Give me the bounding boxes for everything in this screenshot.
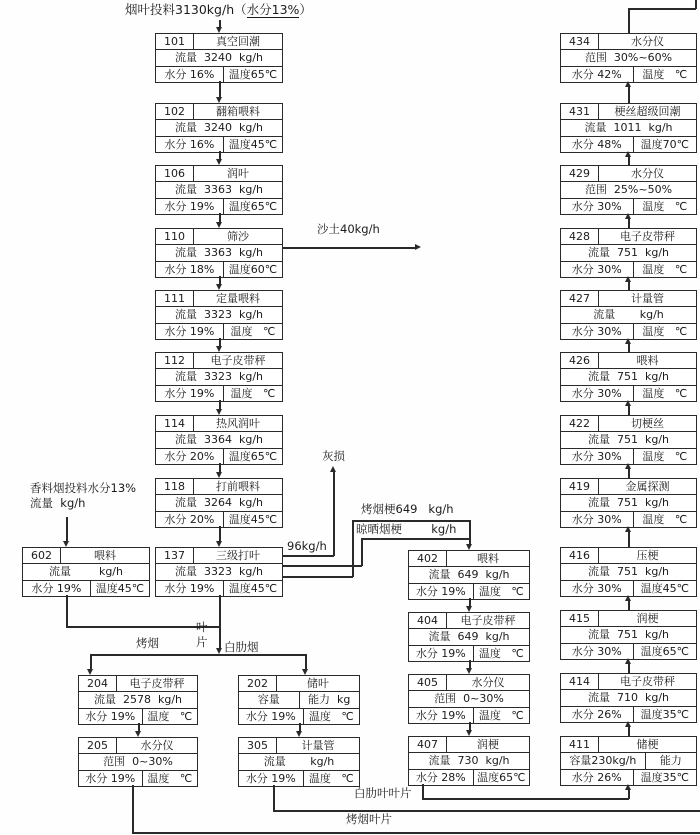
flow-line [628, 469, 630, 478]
flow-line [333, 472, 335, 556]
process-name: 计量管 [301, 739, 335, 753]
arrowhead-right [415, 244, 421, 250]
arrowhead-up [625, 784, 631, 790]
flow-value: 流量 751 kg/h [587, 565, 669, 579]
temperature-value: 温度45℃ [633, 581, 696, 596]
flow-line [273, 810, 700, 812]
burley-label: 白肋烟 [224, 640, 259, 654]
temperature-value: 温度 ℃ [223, 386, 282, 401]
arrowhead-down [216, 27, 222, 33]
capacity-value: 容量230kg/h [569, 754, 637, 768]
process-code: 415 [561, 611, 599, 626]
temperature-value: 温度 ℃ [633, 449, 696, 464]
process-name: 电子皮带秤 [129, 677, 185, 691]
flue-stem-label: 烤烟梗649 kg/h [361, 502, 454, 516]
process-code: 427 [561, 291, 599, 306]
range-value: 范围 25%~50% [584, 183, 673, 197]
flow-value: 流量 649 kg/h [428, 568, 510, 582]
process-name: 打前喂料 [216, 480, 260, 494]
moisture-value: 水分 19% [85, 709, 136, 723]
flow-line [628, 532, 630, 547]
moisture-value: 水分 19% [245, 709, 296, 723]
process-code: 111 [156, 291, 194, 306]
moisture-value: 水分 30% [571, 324, 622, 338]
process-name: 真空回潮 [216, 35, 260, 49]
sun-stem-label: 晾晒烟梗 kg/h [356, 522, 457, 536]
flow-line [90, 654, 92, 669]
process-code: 416 [561, 548, 599, 563]
arrowhead-up [330, 466, 336, 472]
process-code: 414 [561, 674, 599, 689]
flow-line [628, 790, 630, 799]
process-box-422 [560, 415, 697, 465]
process-box-106 [155, 165, 283, 215]
flow-value: 流量 3323 kg/h [174, 308, 263, 322]
flow-line [469, 520, 471, 544]
arrowhead-down [216, 409, 222, 415]
process-box-429 [560, 165, 697, 215]
flue-cured-label: 烤烟 [136, 636, 159, 650]
range-value: 范围 30%~60% [584, 51, 673, 65]
process-name: 润梗 [636, 612, 659, 626]
moisture-value: 水分 19% [245, 771, 296, 785]
moisture-value: 水分 30% [571, 199, 622, 213]
moisture-value: 水分 19% [164, 199, 215, 213]
flow-line [628, 157, 630, 165]
temperature-value: 温度 ℃ [633, 386, 696, 401]
moisture-value: 水分 16% [164, 67, 215, 81]
moisture-value: 水分 30% [571, 386, 622, 400]
moisture-value: 水分 19% [415, 646, 466, 660]
process-box-419 [560, 478, 697, 528]
temperature-value: 温度 ℃ [223, 324, 282, 339]
temperature-value: 温度 ℃ [303, 709, 359, 724]
temperature-value: 温度45℃ [223, 137, 282, 152]
flue-strip-label: 烤烟叶片 [346, 812, 392, 826]
arrowhead-down [302, 669, 308, 675]
arrowhead-down [466, 668, 472, 674]
process-box-431 [560, 103, 697, 153]
spice-input-label: 香料烟投料水分13% [30, 481, 137, 495]
temperature-value: 温度35℃ [633, 770, 696, 785]
flow-line [361, 538, 470, 540]
process-box-118 [155, 478, 283, 528]
flow-line [299, 723, 301, 731]
flow-line [283, 565, 362, 567]
flow-line [628, 344, 630, 352]
process-code: 419 [561, 479, 599, 494]
process-name: 梗丝超级回潮 [614, 105, 681, 119]
flow-value: 流量 649 kg/h [428, 630, 510, 644]
process-box-102 [155, 103, 283, 153]
temperature-value: 温度 ℃ [142, 771, 197, 786]
process-name: 水分仪 [471, 676, 505, 690]
arrowhead-down [466, 730, 472, 736]
flow-value: 流量 710 kg/h [587, 691, 669, 705]
process-name: 筛沙 [227, 230, 249, 244]
process-code: 431 [561, 104, 599, 119]
flow-value: 流量 3363 kg/h [174, 246, 263, 260]
temperature-value: 温度45℃ [90, 581, 149, 596]
moisture-value: 水分 30% [571, 512, 622, 526]
process-name: 热风润叶 [216, 417, 260, 431]
arrowhead-down [135, 731, 141, 737]
process-code: 426 [561, 353, 599, 368]
process-box-405 [408, 674, 530, 724]
flow-value: 流量 3364 kg/h [174, 433, 263, 447]
flow-line [422, 784, 424, 798]
temperature-value: 温度65℃ [633, 644, 696, 659]
process-name: 电子皮带秤 [460, 614, 516, 628]
flow-line [305, 654, 307, 669]
input-note [125, 3, 312, 17]
flow-value: 流量 3264 kg/h [174, 496, 263, 510]
process-name: 喂料 [94, 549, 116, 563]
temperature-value: 温度 ℃ [473, 646, 529, 661]
process-name: 切梗丝 [631, 417, 664, 431]
moisture-value: 水分 20% [164, 512, 215, 526]
flow-line [132, 785, 134, 832]
temperature-value: 温度65℃ [473, 770, 529, 785]
temperature-value: 温度65℃ [223, 199, 282, 214]
moisture-value: 水分 19% [164, 386, 215, 400]
temperature-value: 温度65℃ [223, 449, 282, 464]
moisture-value: 水分 30% [571, 449, 622, 463]
flow-line [628, 406, 630, 415]
temperature-value: 温度35℃ [633, 707, 696, 722]
range-value: 范围 0~30% [103, 755, 173, 769]
moisture-value: 水分 19% [415, 584, 466, 598]
arrowhead-down [296, 731, 302, 737]
moisture-value: 水分 19% [415, 708, 466, 722]
temperature-value: 温度 ℃ [633, 67, 696, 82]
temperature-value: 温度65℃ [223, 67, 282, 82]
flow-line [628, 664, 630, 673]
process-code: 102 [156, 104, 194, 119]
process-name: 电子皮带秤 [620, 230, 675, 244]
capability-value: 能力 kg [299, 692, 360, 707]
moisture-value: 水分 30% [571, 581, 622, 595]
process-name: 压梗 [636, 549, 659, 563]
process-box-101 [155, 33, 283, 83]
process-name: 定量喂料 [216, 292, 260, 306]
process-box-434 [560, 33, 697, 83]
input-note-suffix: ） [299, 2, 312, 17]
temperature-value: 温度 ℃ [633, 262, 696, 277]
capacity-value: 容量 [257, 693, 280, 707]
flow-line [219, 400, 221, 409]
flow-line [695, 0, 697, 9]
process-name: 水分仪 [631, 167, 664, 181]
process-name: 电子皮带秤 [210, 354, 266, 368]
process-code: 422 [561, 416, 599, 431]
flow-value: 流量 3323 kg/h [174, 565, 263, 579]
arrowhead-down [87, 669, 93, 675]
flow-value: 流量 751 kg/h [587, 246, 669, 260]
process-name: 金属探测 [625, 480, 670, 494]
process-box-426 [560, 352, 697, 402]
temperature-value: 温度 ℃ [303, 771, 359, 786]
flow-value: 流量 751 kg/h [587, 370, 669, 384]
flow-line [283, 247, 415, 249]
process-box-110 [155, 228, 283, 278]
ash-rate-label: 96kg/h [287, 539, 327, 553]
arrowhead-down [216, 222, 222, 228]
flow-value: 流量 1011 kg/h [584, 121, 673, 135]
process-box-114 [155, 415, 283, 465]
flow-value: 流量 3240 kg/h [174, 51, 263, 65]
moisture-value: 水分 19% [164, 581, 215, 595]
process-box-202 [238, 675, 360, 725]
ash-loss-label: 灰损 [322, 449, 345, 463]
process-box-402 [408, 550, 530, 600]
temperature-value: 温度 ℃ [473, 584, 529, 599]
flow-line [219, 151, 221, 159]
process-box-137 [155, 547, 283, 597]
process-code: 405 [409, 675, 447, 690]
process-code: 428 [561, 229, 599, 244]
flow-line [219, 213, 221, 222]
temperature-value: 温度 ℃ [142, 709, 197, 724]
arrowhead-down [216, 346, 222, 352]
capability-value: 能力 [645, 753, 696, 768]
process-name: 三级打叶 [216, 549, 260, 563]
process-box-112 [155, 352, 283, 402]
process-code: 411 [561, 737, 599, 752]
arrowhead-down [216, 159, 222, 165]
process-box-404 [408, 612, 530, 662]
flow-line [283, 555, 334, 557]
range-value: 范围 0~30% [434, 692, 504, 706]
moisture-value: 水分 16% [164, 137, 215, 151]
process-name: 润梗 [477, 738, 499, 752]
sand-loss-label: 沙土40kg/h [317, 222, 380, 236]
flow-value: 流量 2578 kg/h [93, 693, 182, 707]
process-code: 101 [156, 34, 194, 49]
leaf-label-char2: 片 [196, 635, 208, 649]
process-box-602 [22, 547, 150, 597]
flow-line [219, 463, 221, 472]
flow-line [361, 538, 363, 566]
flow-line [138, 723, 140, 731]
process-name: 翻箱喂料 [216, 105, 260, 119]
arrowhead-down [466, 544, 472, 550]
process-box-111 [155, 290, 283, 340]
input-note-moisture: 水分13% [246, 2, 300, 17]
process-name: 喂料 [636, 354, 659, 368]
moisture-value: 水分 30% [571, 262, 622, 276]
process-box-407 [408, 736, 530, 786]
flow-line [628, 601, 630, 610]
process-code: 429 [561, 166, 599, 181]
flow-line [219, 338, 221, 346]
process-box-416 [560, 547, 697, 597]
process-code: 404 [409, 613, 447, 628]
temperature-value: 温度 ℃ [633, 324, 696, 339]
process-code: 118 [156, 479, 194, 494]
process-name: 喂料 [477, 552, 499, 566]
temperature-value: 温度45℃ [223, 512, 282, 527]
arrowhead-down [216, 472, 222, 478]
process-code: 110 [156, 229, 194, 244]
process-code: 434 [561, 34, 599, 49]
process-code: 202 [239, 676, 277, 691]
process-name: 水分仪 [140, 739, 174, 753]
arrowhead-down [216, 284, 222, 290]
flow-line [469, 598, 471, 606]
process-code: 305 [239, 738, 277, 753]
process-name: 电子皮带秤 [620, 675, 675, 689]
flow-line [219, 595, 221, 648]
flow-value: 流量 kg/h [593, 308, 664, 322]
process-box-414 [560, 673, 697, 723]
flow-line [273, 785, 275, 810]
moisture-value: 水分 18% [164, 262, 215, 276]
moisture-value: 水分 48% [571, 137, 622, 151]
temperature-value: 温度70℃ [633, 137, 696, 152]
temperature-value: 温度 ℃ [473, 708, 529, 723]
flow-line [628, 282, 630, 290]
flow-value: 流量 3323 kg/h [174, 370, 263, 384]
process-name: 储叶 [307, 677, 329, 691]
flow-value: 流量 751 kg/h [587, 628, 669, 642]
process-code: 114 [156, 416, 194, 431]
flow-line [628, 87, 630, 103]
flow-line [628, 8, 630, 33]
process-name: 计量管 [631, 292, 664, 306]
process-box-204 [78, 675, 198, 725]
flow-line [352, 520, 354, 577]
process-box-205 [78, 737, 198, 787]
process-code: 112 [156, 353, 194, 368]
flow-line [469, 722, 471, 730]
moisture-value: 水分 19% [164, 324, 215, 338]
moisture-value: 水分 20% [164, 449, 215, 463]
process-name: 水分仪 [631, 35, 664, 49]
flow-line [219, 20, 221, 27]
process-name: 储梗 [636, 738, 659, 752]
flow-line [628, 219, 630, 228]
moisture-value: 水分 28% [415, 770, 466, 784]
flow-line [628, 727, 630, 736]
temperature-value: 温度60℃ [223, 262, 282, 277]
process-code: 106 [156, 166, 194, 181]
input-note-prefix: 烟叶投料3130kg/h（ [125, 2, 247, 17]
process-code: 407 [409, 737, 447, 752]
arrowhead-down [466, 606, 472, 612]
flow-line [66, 517, 68, 541]
process-name: 润叶 [227, 167, 249, 181]
process-code: 402 [409, 551, 447, 566]
moisture-value: 水分 19% [85, 771, 136, 785]
flow-value: 流量 3363 kg/h [174, 183, 263, 197]
flow-line [90, 654, 305, 656]
leaf-label-char1: 叶 [196, 620, 208, 634]
process-box-305 [238, 737, 360, 787]
flow-line [469, 660, 471, 668]
flow-value: 流量 kg/h [263, 755, 335, 769]
process-box-411 [560, 736, 697, 786]
temperature-value: 温度 ℃ [633, 512, 696, 527]
flow-value: 流量 3240 kg/h [174, 121, 263, 135]
flow-line [66, 595, 68, 626]
flow-value: 流量 730 kg/h [428, 754, 510, 768]
flow-line [219, 276, 221, 284]
flow-line [628, 8, 696, 10]
process-box-415 [560, 610, 697, 660]
temperature-value: 温度 ℃ [633, 199, 696, 214]
process-code: 205 [79, 738, 117, 753]
flow-value: 流量 751 kg/h [587, 496, 669, 510]
flow-line [283, 576, 353, 578]
moisture-value: 水分 42% [571, 67, 622, 81]
arrowhead-down [63, 541, 69, 547]
moisture-value: 水分 30% [571, 644, 622, 658]
flow-line [422, 798, 629, 800]
arrowhead-down [216, 541, 222, 547]
process-box-428 [560, 228, 697, 278]
flow-line [219, 81, 221, 97]
arrowhead-down [216, 97, 222, 103]
moisture-value: 水分 26% [571, 707, 622, 721]
process-box-427 [560, 290, 697, 340]
moisture-value: 水分 26% [571, 770, 622, 784]
process-code: 137 [156, 548, 194, 563]
flow-value: 流量 751 kg/h [587, 433, 669, 447]
flow-value: 流量 kg/h [48, 565, 123, 579]
burley-strip-label: 白肋叶叶片 [354, 786, 412, 800]
process-code: 204 [79, 676, 117, 691]
flow-line [219, 526, 221, 541]
flow-line [132, 832, 700, 834]
temperature-value: 温度45℃ [223, 581, 282, 596]
process-code: 602 [23, 548, 61, 563]
spice-flow-label: 流量 kg/h [30, 496, 86, 510]
moisture-value: 水分 19% [31, 581, 82, 595]
